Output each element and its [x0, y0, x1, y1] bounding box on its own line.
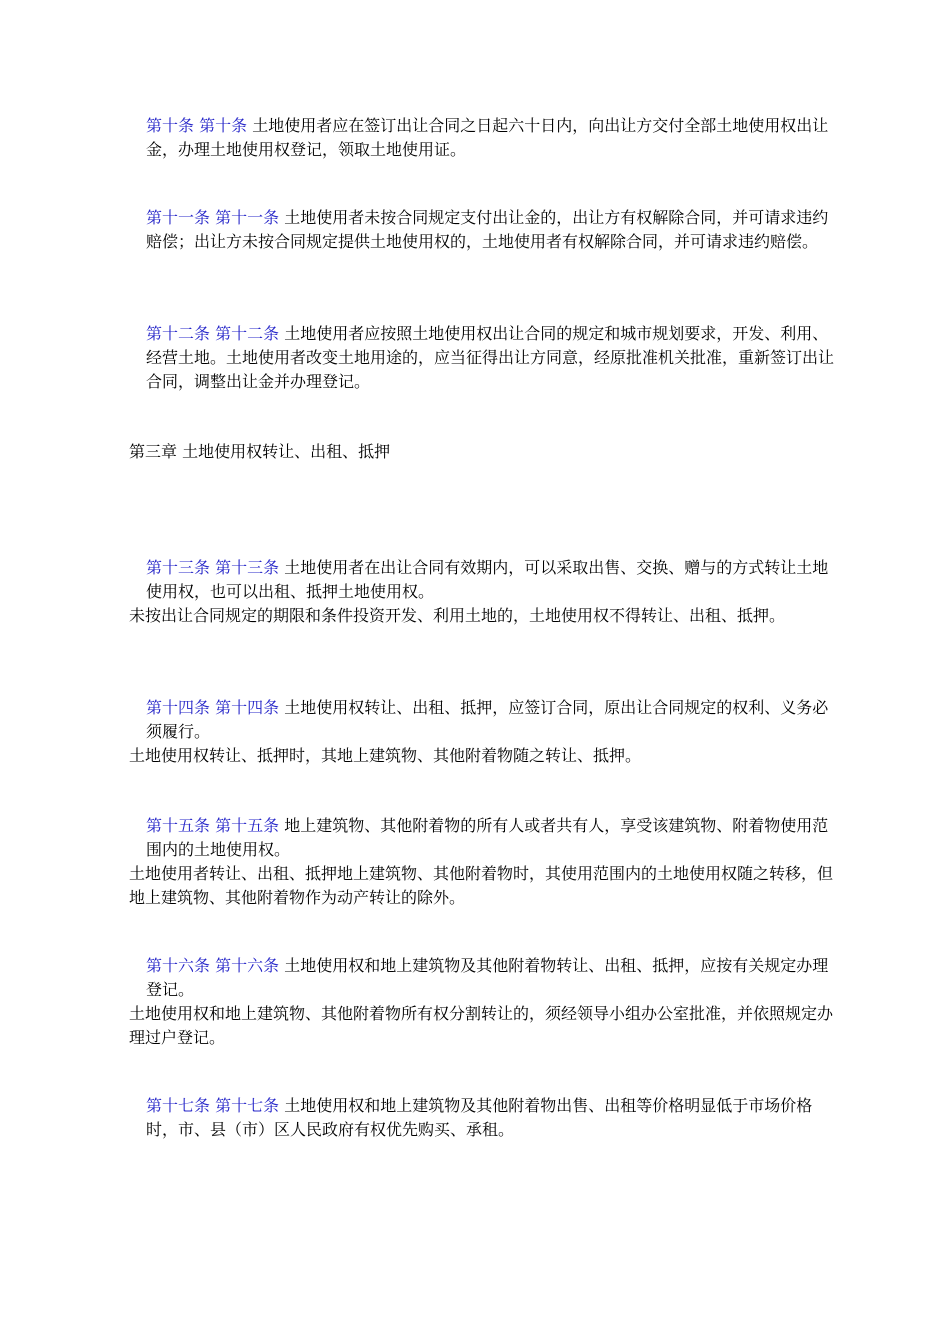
article-label: 第十七条	[146, 1096, 211, 1115]
article-17	[125, 1094, 835, 1142]
article-sub-paragraph: 土地使用者转让、出租、抵押地上建筑物、其他附着物时，其使用范围内的土地使用权随之转移，但地上建筑物、其他附着物作为动产转让的除外。	[129, 864, 834, 907]
article-paragraph	[125, 114, 835, 162]
article-13	[125, 556, 835, 628]
article-paragraph	[125, 556, 835, 604]
article-text: 土地使用者应在签订出让合同之日起六十日内，向出让方交付全部土地使用权出让金，办理土地使用权登记，领取土地使用证。	[146, 116, 829, 159]
article-paragraph	[125, 1094, 835, 1142]
chapter-heading: 第三章 土地使用权转让、出租、抵押	[129, 442, 391, 461]
article-text: 土地使用者未按合同规定支付出让金的，出让方有权解除合同，并可请求违约赔偿；出让方未按合同规定提供土地使用权的，土地使用者有权解除合同，并可请求违约赔偿。	[146, 208, 829, 251]
article-paragraph	[125, 954, 835, 1002]
article-label: 第十二条	[215, 324, 280, 343]
article-text: 地上建筑物、其他附着物的所有人或者共有人，享受该建筑物、附着物使用范围内的土地使用权。	[146, 816, 829, 859]
article-paragraph	[125, 814, 835, 862]
article-label: 第十七条	[215, 1096, 280, 1115]
article-sub-paragraph: 土地使用权转让、抵押时，其地上建筑物、其他附着物随之转让、抵押。	[129, 746, 642, 765]
article-text: 土地使用权和地上建筑物及其他附着物出售、出租等价格明显低于市场价格时，市、县（市）区人民政府有权优先购买、承租。	[146, 1096, 813, 1139]
article-text: 土地使用者应按照土地使用权出让合同的规定和城市规划要求，开发、利用、经营土地。土地使用者改变土地用途的，应当征得出让方同意，经原批准机关批准，重新签订出让合同，调整出让金并办理登记。	[146, 324, 835, 391]
article-label: 第十三条	[146, 558, 211, 577]
article-12	[125, 322, 835, 394]
article-label: 第十二条	[146, 324, 211, 343]
article-sub-paragraph: 未按出让合同规定的期限和条件投资开发、利用土地的，土地使用权不得转让、出租、抵押。	[129, 606, 786, 625]
article-label: 第十五条	[146, 816, 211, 835]
article-16	[125, 954, 835, 1050]
article-label: 第十一条	[146, 208, 211, 227]
article-label: 第十四条	[215, 698, 280, 717]
article-label: 第十六条	[215, 956, 280, 975]
article-paragraph	[125, 206, 835, 254]
article-label: 第十四条	[146, 698, 211, 717]
article-paragraph	[125, 696, 835, 744]
article-11	[125, 206, 835, 254]
article-text: 土地使用权转让、出租、抵押，应签订合同，原出让合同规定的权利、义务必须履行。	[146, 698, 829, 741]
article-sub-paragraph: 土地使用权和地上建筑物、其他附着物所有权分割转让的，须经领导小组办公室批准，并依照规定办理过户登记。	[129, 1004, 834, 1047]
article-14	[125, 696, 835, 768]
article-label: 第十六条	[146, 956, 211, 975]
article-text: 土地使用权和地上建筑物及其他附着物转让、出租、抵押，应按有关规定办理登记。	[146, 956, 829, 999]
article-15	[125, 814, 835, 910]
article-10	[125, 114, 835, 162]
article-label: 第十三条	[215, 558, 280, 577]
article-label: 第十条	[199, 116, 248, 135]
article-text: 土地使用者在出让合同有效期内，可以采取出售、交换、赠与的方式转让土地使用权，也可以出租、抵押土地使用权。	[146, 558, 829, 601]
article-label: 第十五条	[215, 816, 280, 835]
article-label: 第十一条	[215, 208, 280, 227]
article-paragraph	[125, 322, 835, 394]
article-label: 第十条	[146, 116, 195, 135]
